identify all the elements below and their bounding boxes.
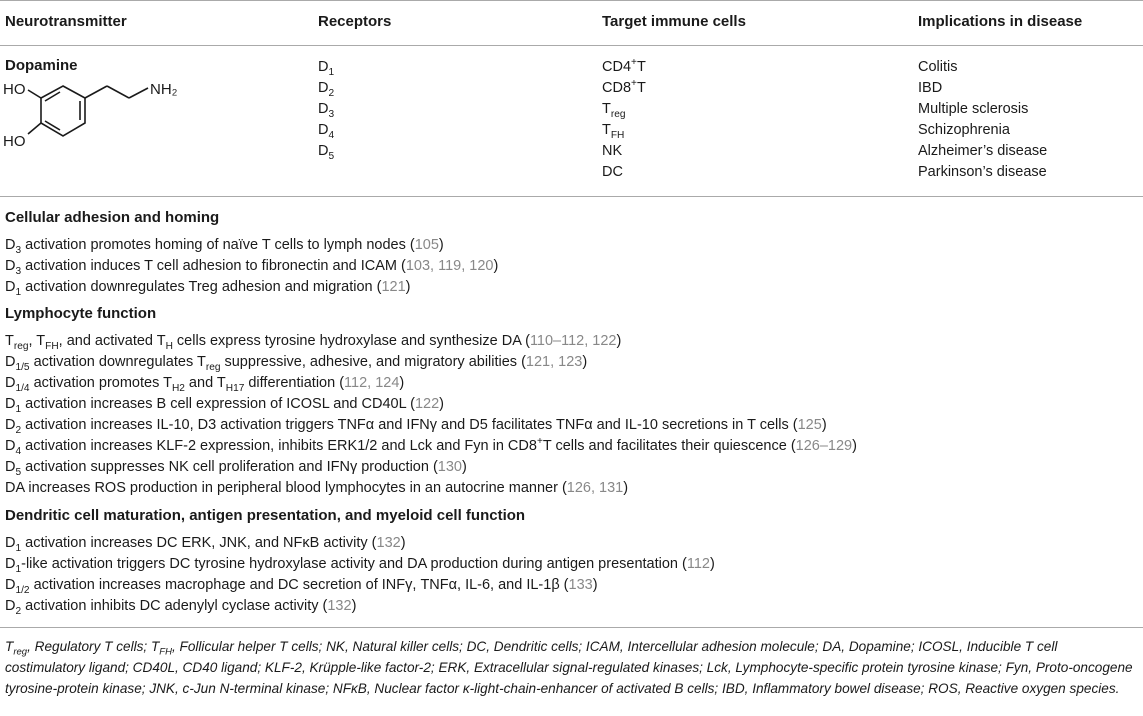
cell-subscript: FH bbox=[610, 129, 625, 141]
subscript: H bbox=[165, 340, 173, 352]
text-run: activation promotes T bbox=[29, 375, 172, 391]
subscript: 3 bbox=[15, 265, 22, 277]
cell-subscript: reg bbox=[610, 108, 626, 120]
reference-numbers: 105 bbox=[414, 237, 439, 253]
receptor-subtype: 5 bbox=[328, 150, 335, 162]
text-run: activation inhibits DC adenylyl cyclase activity ( bbox=[21, 598, 328, 614]
text-run: ) bbox=[405, 279, 411, 295]
text-run: ) bbox=[438, 237, 444, 253]
reference-numbers: 132 bbox=[327, 598, 352, 614]
subscript: 4 bbox=[15, 445, 22, 457]
disease-item: Multiple sclerosis bbox=[918, 101, 1029, 117]
subscript: reg bbox=[205, 361, 221, 373]
text-run: and T bbox=[184, 375, 226, 391]
text-run: , Regulatory T cells; T bbox=[27, 639, 160, 654]
reference-numbers: 121, 123 bbox=[525, 354, 583, 370]
statement-row bbox=[5, 352, 587, 373]
target-cell-item bbox=[602, 57, 646, 78]
text-run: D bbox=[5, 279, 16, 295]
text-run: activation induces T cell adhesion to fibronectin and ICAM ( bbox=[21, 258, 406, 274]
subscript: H17 bbox=[225, 382, 245, 394]
reference-numbers: 130 bbox=[437, 459, 462, 475]
molecule-name: Dopamine bbox=[5, 57, 78, 74]
target-cell-item bbox=[602, 141, 646, 162]
text-run: ) bbox=[462, 459, 467, 475]
header-row bbox=[0, 0, 1143, 46]
statement-row bbox=[5, 235, 444, 256]
subscript: reg bbox=[13, 646, 28, 658]
reference-numbers: 112, 124 bbox=[344, 375, 400, 391]
statement-row bbox=[5, 436, 857, 457]
subscript: 1 bbox=[15, 286, 22, 298]
text-run: ) bbox=[400, 535, 406, 551]
text-run: T bbox=[5, 639, 14, 654]
text-run: DA increases ROS production in peripheral blood lymphocytes in an autocrine manner ( bbox=[5, 480, 567, 496]
reference-numbers: 133 bbox=[568, 577, 593, 593]
text-run: ) bbox=[592, 577, 598, 593]
statement-row bbox=[5, 457, 467, 478]
text-run: , T bbox=[28, 333, 46, 349]
cell-superscript: + bbox=[631, 57, 637, 69]
receptor-item bbox=[318, 57, 334, 78]
receptor-letter: D bbox=[318, 101, 329, 117]
text-run: ) bbox=[852, 438, 857, 454]
amine-label: NH₂ bbox=[150, 81, 178, 98]
reference-numbers: 103, 119, 120 bbox=[405, 258, 494, 274]
cell-name: NK bbox=[602, 143, 623, 159]
cell-suffix: T bbox=[636, 59, 646, 75]
text-run: D bbox=[5, 598, 16, 614]
subscript: 3 bbox=[15, 244, 22, 256]
text-run: ) bbox=[821, 417, 827, 433]
receptor-subtype: 4 bbox=[328, 129, 335, 141]
receptor-letter: D bbox=[318, 80, 329, 96]
table-separator bbox=[0, 196, 1143, 197]
text-run: D bbox=[5, 459, 16, 475]
disease-item: Alzheimer’s disease bbox=[918, 143, 1048, 159]
statement-row bbox=[5, 277, 410, 298]
receptor-item bbox=[318, 141, 334, 162]
receptor-subtype: 1 bbox=[328, 66, 335, 78]
text-run: D bbox=[5, 375, 16, 391]
text-run: ) bbox=[709, 556, 715, 572]
subscript: 2 bbox=[15, 605, 22, 617]
cell-name: CD4 bbox=[602, 59, 632, 75]
text-run: D bbox=[5, 577, 16, 593]
text-run: D bbox=[5, 258, 16, 274]
statement-row bbox=[5, 478, 628, 499]
target-cell-item bbox=[602, 162, 646, 183]
receptor-item bbox=[318, 99, 334, 120]
text-run: -like activation triggers DC tyrosine hydroxylase activity and DA production during antigen presentation ( bbox=[21, 556, 687, 572]
header-target-cells: Target immune cells bbox=[602, 13, 746, 30]
footnote-separator bbox=[0, 627, 1143, 628]
statement-row bbox=[5, 554, 715, 575]
text-run: D bbox=[5, 396, 16, 412]
target-cell-item bbox=[602, 78, 646, 99]
text-run: activation increases DC ERK, JNK, and NFκB activity ( bbox=[21, 535, 377, 551]
text-run: activation increases B cell expression of ICOSL and CD40L ( bbox=[21, 396, 415, 412]
subscript: 1/5 bbox=[15, 361, 30, 373]
header-disease: Implications in disease bbox=[918, 13, 1083, 30]
hydroxyl-bottom-label: HO bbox=[3, 133, 26, 150]
section-title: Dendritic cell maturation, antigen presentation, and myeloid cell function bbox=[5, 507, 526, 524]
subscript: 5 bbox=[15, 466, 22, 478]
text-run: D bbox=[5, 535, 16, 551]
subscript: 1/4 bbox=[15, 382, 30, 394]
reference-numbers: 126, 131 bbox=[566, 480, 624, 496]
hydroxyl-top-label: HO bbox=[3, 81, 26, 98]
header-neurotransmitter: Neurotransmitter bbox=[5, 13, 127, 30]
receptor-item bbox=[318, 120, 334, 141]
reference-numbers: 126–129 bbox=[795, 438, 853, 454]
cell-suffix: T bbox=[636, 80, 646, 96]
table-footnote bbox=[5, 636, 1135, 699]
text-run: D bbox=[5, 417, 16, 433]
reference-numbers: 112 bbox=[686, 556, 710, 572]
text-run: T bbox=[5, 333, 14, 349]
receptor-letter: D bbox=[318, 143, 329, 159]
target-cell-item bbox=[602, 99, 646, 120]
statement-row bbox=[5, 331, 621, 352]
benzene-ring bbox=[41, 86, 85, 136]
disease-item: Schizophrenia bbox=[918, 122, 1010, 138]
subscript: 1/2 bbox=[15, 584, 30, 596]
receptor-subtype: 3 bbox=[328, 108, 335, 120]
text-run: activation downregulates T bbox=[29, 354, 206, 370]
reference-numbers: 110–112, 122 bbox=[529, 333, 617, 349]
receptor-subtype: 2 bbox=[328, 87, 335, 99]
text-run: , Follicular helper T cells; NK, Natural killer cells; DC, Dendritic cells; ICAM, Intercellular adhesion molecule; DA, Dopamine; ICOSL, Inducible T cell costimulatory ligand; CD40L, CD40 ligand; KLF-2, Krüpple-like factor-2; ERK, Extracellular signal-regulated kinases; Lck, Lymphocyte-specific protein tyrosine kinase; Fyn, Proto-oncogene tyrosine-protein kinase; JNK, c-Jun N-terminal kinase; NFκB, Nuclear factor κ-light-chain-enhancer of activated B cells; IBD, Inflammatory bowel disease; ROS, Reactive oxygen species. bbox=[5, 639, 1133, 696]
reference-numbers: 121 bbox=[381, 279, 406, 295]
text-run: activation increases IL-10, D3 activation triggers TNFα and IFNγ and D5 facilitates TNFα and IL-10 secretions in T cells ( bbox=[21, 417, 798, 433]
text-run: ) bbox=[582, 354, 588, 370]
text-run: ) bbox=[399, 375, 405, 391]
receptor-list bbox=[318, 57, 334, 162]
receptor-item bbox=[318, 78, 334, 99]
statement-row bbox=[5, 575, 598, 596]
statement-row bbox=[5, 415, 827, 436]
reference-numbers: 132 bbox=[376, 535, 401, 551]
text-run: ) bbox=[351, 598, 357, 614]
text-run: ) bbox=[493, 258, 499, 274]
text-run: activation increases macrophage and DC secretion of INFγ, TNFα, IL-6, and IL-1β ( bbox=[29, 577, 569, 593]
text-run: activation downregulates Treg adhesion and migration ( bbox=[21, 279, 382, 295]
receptor-letter: D bbox=[318, 59, 329, 75]
text-run: T cells and facilitates their quiescence ( bbox=[542, 438, 796, 454]
statement-row bbox=[5, 596, 356, 617]
subscript: 2 bbox=[15, 424, 22, 436]
cell-name: T bbox=[602, 101, 611, 117]
subscript: FH bbox=[45, 340, 59, 352]
subscript: 1 bbox=[15, 403, 22, 415]
subscript: FH bbox=[159, 646, 172, 658]
section-title: Lymphocyte function bbox=[5, 305, 157, 322]
reference-numbers: 125 bbox=[797, 417, 822, 433]
subscript: 1 bbox=[15, 563, 22, 575]
text-run: activation suppresses NK cell proliferation and IFNγ production ( bbox=[21, 459, 438, 475]
subscript: 1 bbox=[15, 542, 22, 554]
target-cell-item bbox=[602, 120, 646, 141]
section-title: Cellular adhesion and homing bbox=[5, 209, 220, 226]
dopamine-structure bbox=[0, 72, 200, 152]
disease-item: IBD bbox=[918, 80, 943, 96]
target-cell-list bbox=[602, 57, 646, 183]
header-receptors: Receptors bbox=[318, 13, 392, 30]
cell-superscript: + bbox=[631, 78, 637, 90]
subscript: H2 bbox=[171, 382, 185, 394]
text-run: D bbox=[5, 556, 16, 572]
text-run: D bbox=[5, 237, 16, 253]
disease-list bbox=[918, 57, 1047, 183]
superscript: + bbox=[536, 436, 543, 448]
disease-item: Parkinson’s disease bbox=[918, 164, 1047, 180]
text-run: ) bbox=[623, 480, 629, 496]
text-run: ) bbox=[616, 333, 622, 349]
subscript: reg bbox=[13, 340, 29, 352]
receptor-letter: D bbox=[318, 122, 329, 138]
statement-row bbox=[5, 373, 404, 394]
text-run: D bbox=[5, 354, 16, 370]
text-run: ) bbox=[439, 396, 445, 412]
text-run: suppressive, adhesive, and migratory abilities ( bbox=[220, 354, 526, 370]
cell-name: T bbox=[602, 122, 611, 138]
statement-row bbox=[5, 394, 444, 415]
text-run: , and activated T bbox=[58, 333, 166, 349]
statement-row bbox=[5, 533, 406, 554]
cell-name: DC bbox=[602, 164, 623, 180]
reference-numbers: 122 bbox=[414, 396, 440, 412]
disease-item: Colitis bbox=[918, 59, 958, 75]
statement-row bbox=[5, 256, 498, 277]
cell-name: CD8 bbox=[602, 80, 632, 96]
text-run: cells express tyrosine hydroxylase and synthesize DA ( bbox=[172, 333, 530, 349]
text-run: differentiation ( bbox=[244, 375, 345, 391]
text-run: activation promotes homing of naïve T cells to lymph nodes ( bbox=[21, 237, 415, 253]
text-run: activation increases KLF-2 expression, inhibits ERK1/2 and Lck and Fyn in CD8 bbox=[21, 438, 537, 454]
text-run: D bbox=[5, 438, 16, 454]
